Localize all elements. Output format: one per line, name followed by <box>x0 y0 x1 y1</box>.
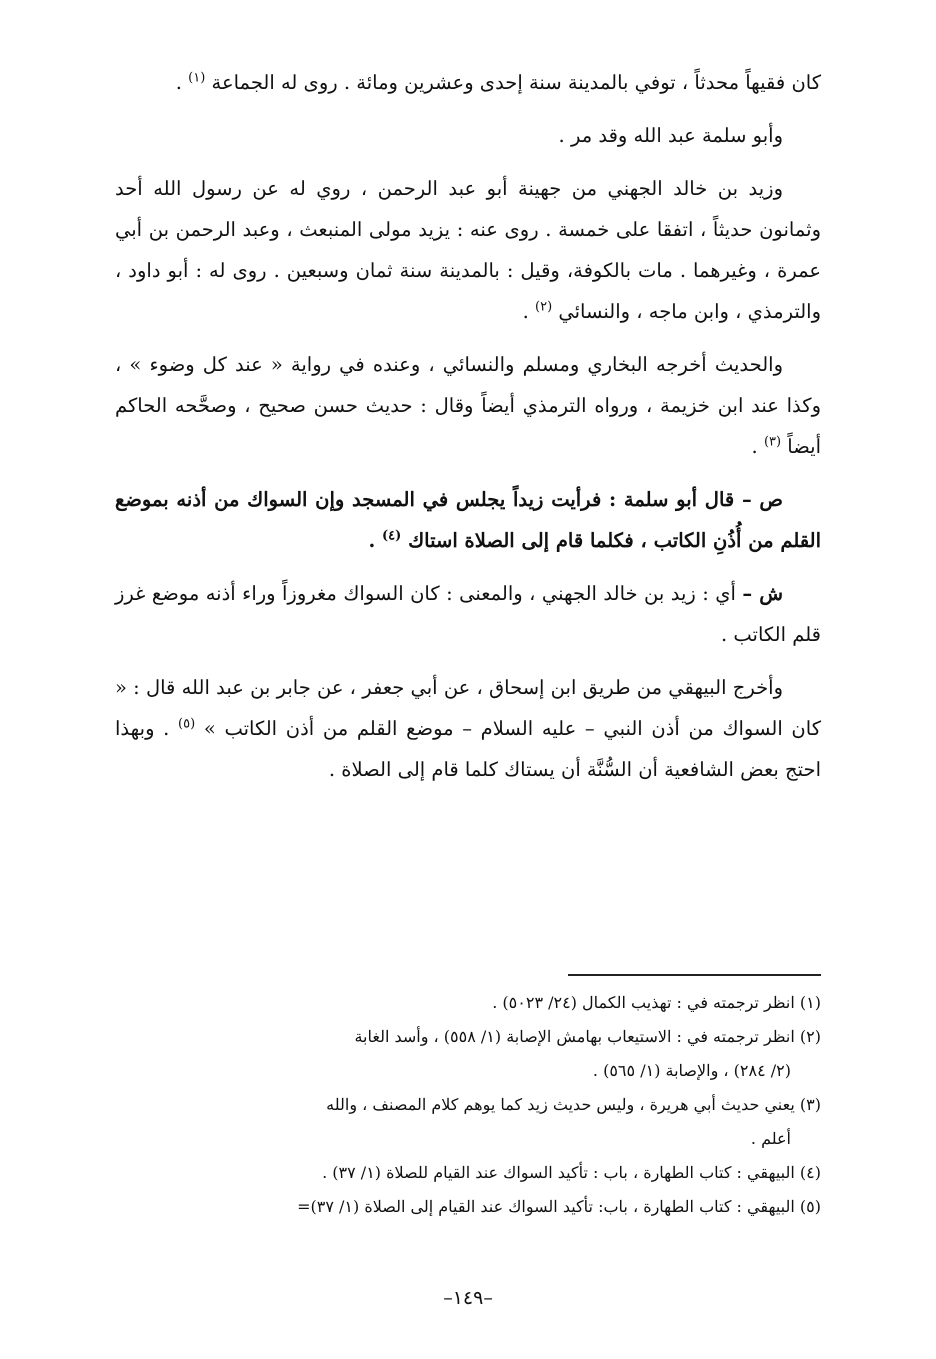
paragraph-tail: . <box>751 435 764 458</box>
footnote-ref-1[interactable]: (١) <box>188 70 206 86</box>
footnote-text: (٢/ ٢٨٤) ، والإصابة (١/ ٥٦٥) . <box>592 1061 791 1080</box>
paragraph-7 <box>115 667 821 790</box>
paragraph-tail: . <box>368 529 383 552</box>
matn-marker: ص – <box>741 488 783 511</box>
footnote-4 <box>115 1156 821 1190</box>
footnote-number: (١) <box>799 993 821 1012</box>
footnote-ref-4[interactable]: (٤) <box>382 528 402 544</box>
footnote-ref-2[interactable]: (٢) <box>535 299 553 315</box>
footnote-number: (٤) <box>799 1163 821 1182</box>
page-number: –١٤٩– <box>443 1287 493 1309</box>
paragraph-tail: . <box>522 300 536 323</box>
footnote-2 <box>115 1020 821 1054</box>
footnote-text: يعني حديث أبي هريرة ، وليس حديث زيد كما يوهم كلام المصنف ، والله <box>326 1095 795 1114</box>
paragraph-4 <box>115 344 821 467</box>
paragraph-2 <box>115 115 821 156</box>
paragraph-text: والحديث أخرجه البخاري ومسلم والنسائي ، وعنده في رواية « عند كل وضوء » ، وكذا عند ابن خزيمة ، ورواه الترمذي أيضاً وقال : حديث حسن صحيح ، وصحَّحه الحاكم أيضاً <box>115 353 821 458</box>
paragraph-6-sharh <box>115 573 821 655</box>
footnote-separator <box>568 974 821 976</box>
paragraph-1 <box>115 62 821 103</box>
footnote-3-continuation <box>115 1122 821 1156</box>
footnote-5 <box>115 1190 821 1224</box>
footnote-number: (٢) <box>799 1027 821 1046</box>
footnote-number: (٣) <box>799 1095 821 1114</box>
paragraph-5-matn <box>115 479 821 561</box>
footnote-ref-3[interactable]: (٣) <box>763 434 782 450</box>
footnote-text: البيهقي : كتاب الطهارة ، باب : تأكيد السواك عند القيام للصلاة (١/ ٣٧) . <box>322 1163 795 1182</box>
sharh-marker: ش – <box>742 582 783 605</box>
footnote-1 <box>115 986 821 1020</box>
paragraph-tail: . وبهذا احتج بعض الشافعية أن السُّنَّة أن يستاك كلما قام إلى الصلاة . <box>115 717 821 781</box>
paragraph-text: قال أبو سلمة : فرأيت زيداً يجلس في المسجد وإن السواك من أذنه بموضع القلم من أُذُنِ الكاتب ، فكلما قام إلى الصلاة استاك <box>115 488 821 552</box>
footnote-text: انظر ترجمته في : الاستيعاب بهامش الإصابة (١/ ٥٥٨) ، وأسد الغابة <box>354 1027 795 1046</box>
paragraph-3 <box>115 168 821 332</box>
footnote-2-continuation <box>115 1054 821 1088</box>
footnote-text: البيهقي : كتاب الطهارة ، باب: تأكيد السواك عند القيام إلى الصلاة (١/ ٣٧)= <box>297 1197 795 1216</box>
paragraph-text: أي : زيد بن خالد الجهني ، والمعنى : كان السواك مغروزاً وراء أذنه موضع غرز قلم الكاتب . <box>115 582 821 646</box>
paragraph-text: وأبو سلمة عبد الله وقد مر . <box>558 124 783 147</box>
footnote-3 <box>115 1088 821 1122</box>
paragraph-tail: . <box>175 71 189 94</box>
footnote-number: (٥) <box>799 1197 821 1216</box>
footnote-text: انظر ترجمته في : تهذيب الكمال (٢٤/ ٥٠٢٣) . <box>492 993 795 1012</box>
paragraph-text: وزيد بن خالد الجهني من جهينة أبو عبد الرحمن ، روي له عن رسول الله أحد وثمانون حديثاً ، اتفقا على خمسة . روى عنه : يزيد مولى المنبعث ، وعبد الرحمن بن أبي عمرة ، وغيرهما . مات بالكوفة، وقيل : بالمدينة سنة ثمان وسبعين . روى له : أبو داود ، والترمذي ، وابن ماجه ، والنسائي <box>115 177 821 323</box>
footnote-ref-5[interactable]: (٥) <box>178 716 196 732</box>
footnotes <box>115 986 821 1224</box>
paragraph-text: كان فقيهاً محدثاً ، توفي بالمدينة سنة إحدى وعشرين ومائة . روى له الجماعة <box>211 71 821 94</box>
main-text <box>115 62 821 802</box>
footnote-text: أعلم . <box>750 1129 791 1148</box>
paragraph-text: وأخرج البيهقي من طريق ابن إسحاق ، عن أبي جعفر ، عن جابر بن عبد الله قال : « كان السواك من أذن النبي – عليه السلام – موضع القلم من أذن الكاتب » <box>115 676 821 740</box>
